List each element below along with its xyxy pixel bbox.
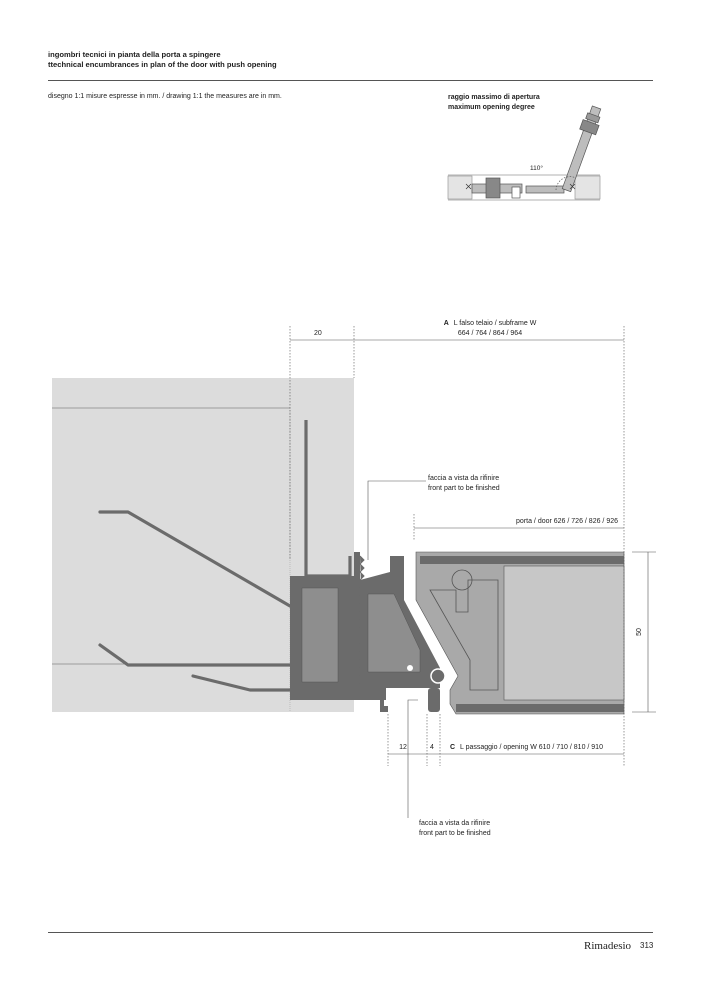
subframe-text: L falso telaio / subframe W [453, 320, 537, 327]
opening-title-it: raggio massimo di apertura [448, 94, 540, 101]
subframe-values: 664 / 764 / 864 / 964 [457, 330, 523, 337]
mini-wall-left [448, 176, 472, 199]
gap-4-label: 4 [430, 744, 434, 751]
header-title-it: ingombri tecnici in pianta della porta a spingere [48, 50, 221, 59]
callout-top [428, 475, 501, 492]
callout-top-line2: front part to be finished [428, 485, 500, 492]
opening-text: L passaggio / opening W 610 / 710 / 810 / 910 [460, 744, 603, 751]
door-leaf [416, 552, 624, 714]
opening-degree-diagram [448, 105, 605, 200]
footer-rule [48, 932, 653, 933]
mini-wall-right [575, 176, 600, 199]
mini-hinge-block [486, 178, 500, 198]
thickness-label: 50 [636, 628, 643, 636]
gap-12-label: 12 [399, 744, 407, 751]
header-title-en: ttechnical encumbrances in plan of the door with push opening [48, 60, 277, 69]
callout-bottom-line1: faccia a vista da rifinire [419, 820, 491, 827]
footer-page-number: 313 [640, 941, 654, 950]
door-width-label: porta / door 626 / 726 / 826 / 926 [516, 518, 618, 525]
opening-width-label [450, 744, 603, 751]
frame-width-label: 20 [314, 330, 322, 337]
opening-title-en: maximum opening degree [448, 103, 535, 111]
callout-bottom-line2: front part to be finished [419, 830, 491, 837]
door-panel [504, 566, 624, 700]
callout-bottom [419, 820, 492, 837]
subframe-width-label [444, 320, 537, 327]
opening-angle-label: 110° [530, 165, 543, 172]
callout-top-line1: faccia a vista da rifinire [428, 475, 500, 482]
scale-note: disegno 1:1 misure espresse in mm. / drawing 1:1 the measures are in mm. [48, 93, 282, 100]
footer-brand: Rimadesio [584, 940, 632, 952]
opening-letter: C [450, 744, 456, 751]
subframe-letter: A [443, 320, 449, 327]
mini-frame-right [526, 186, 564, 193]
